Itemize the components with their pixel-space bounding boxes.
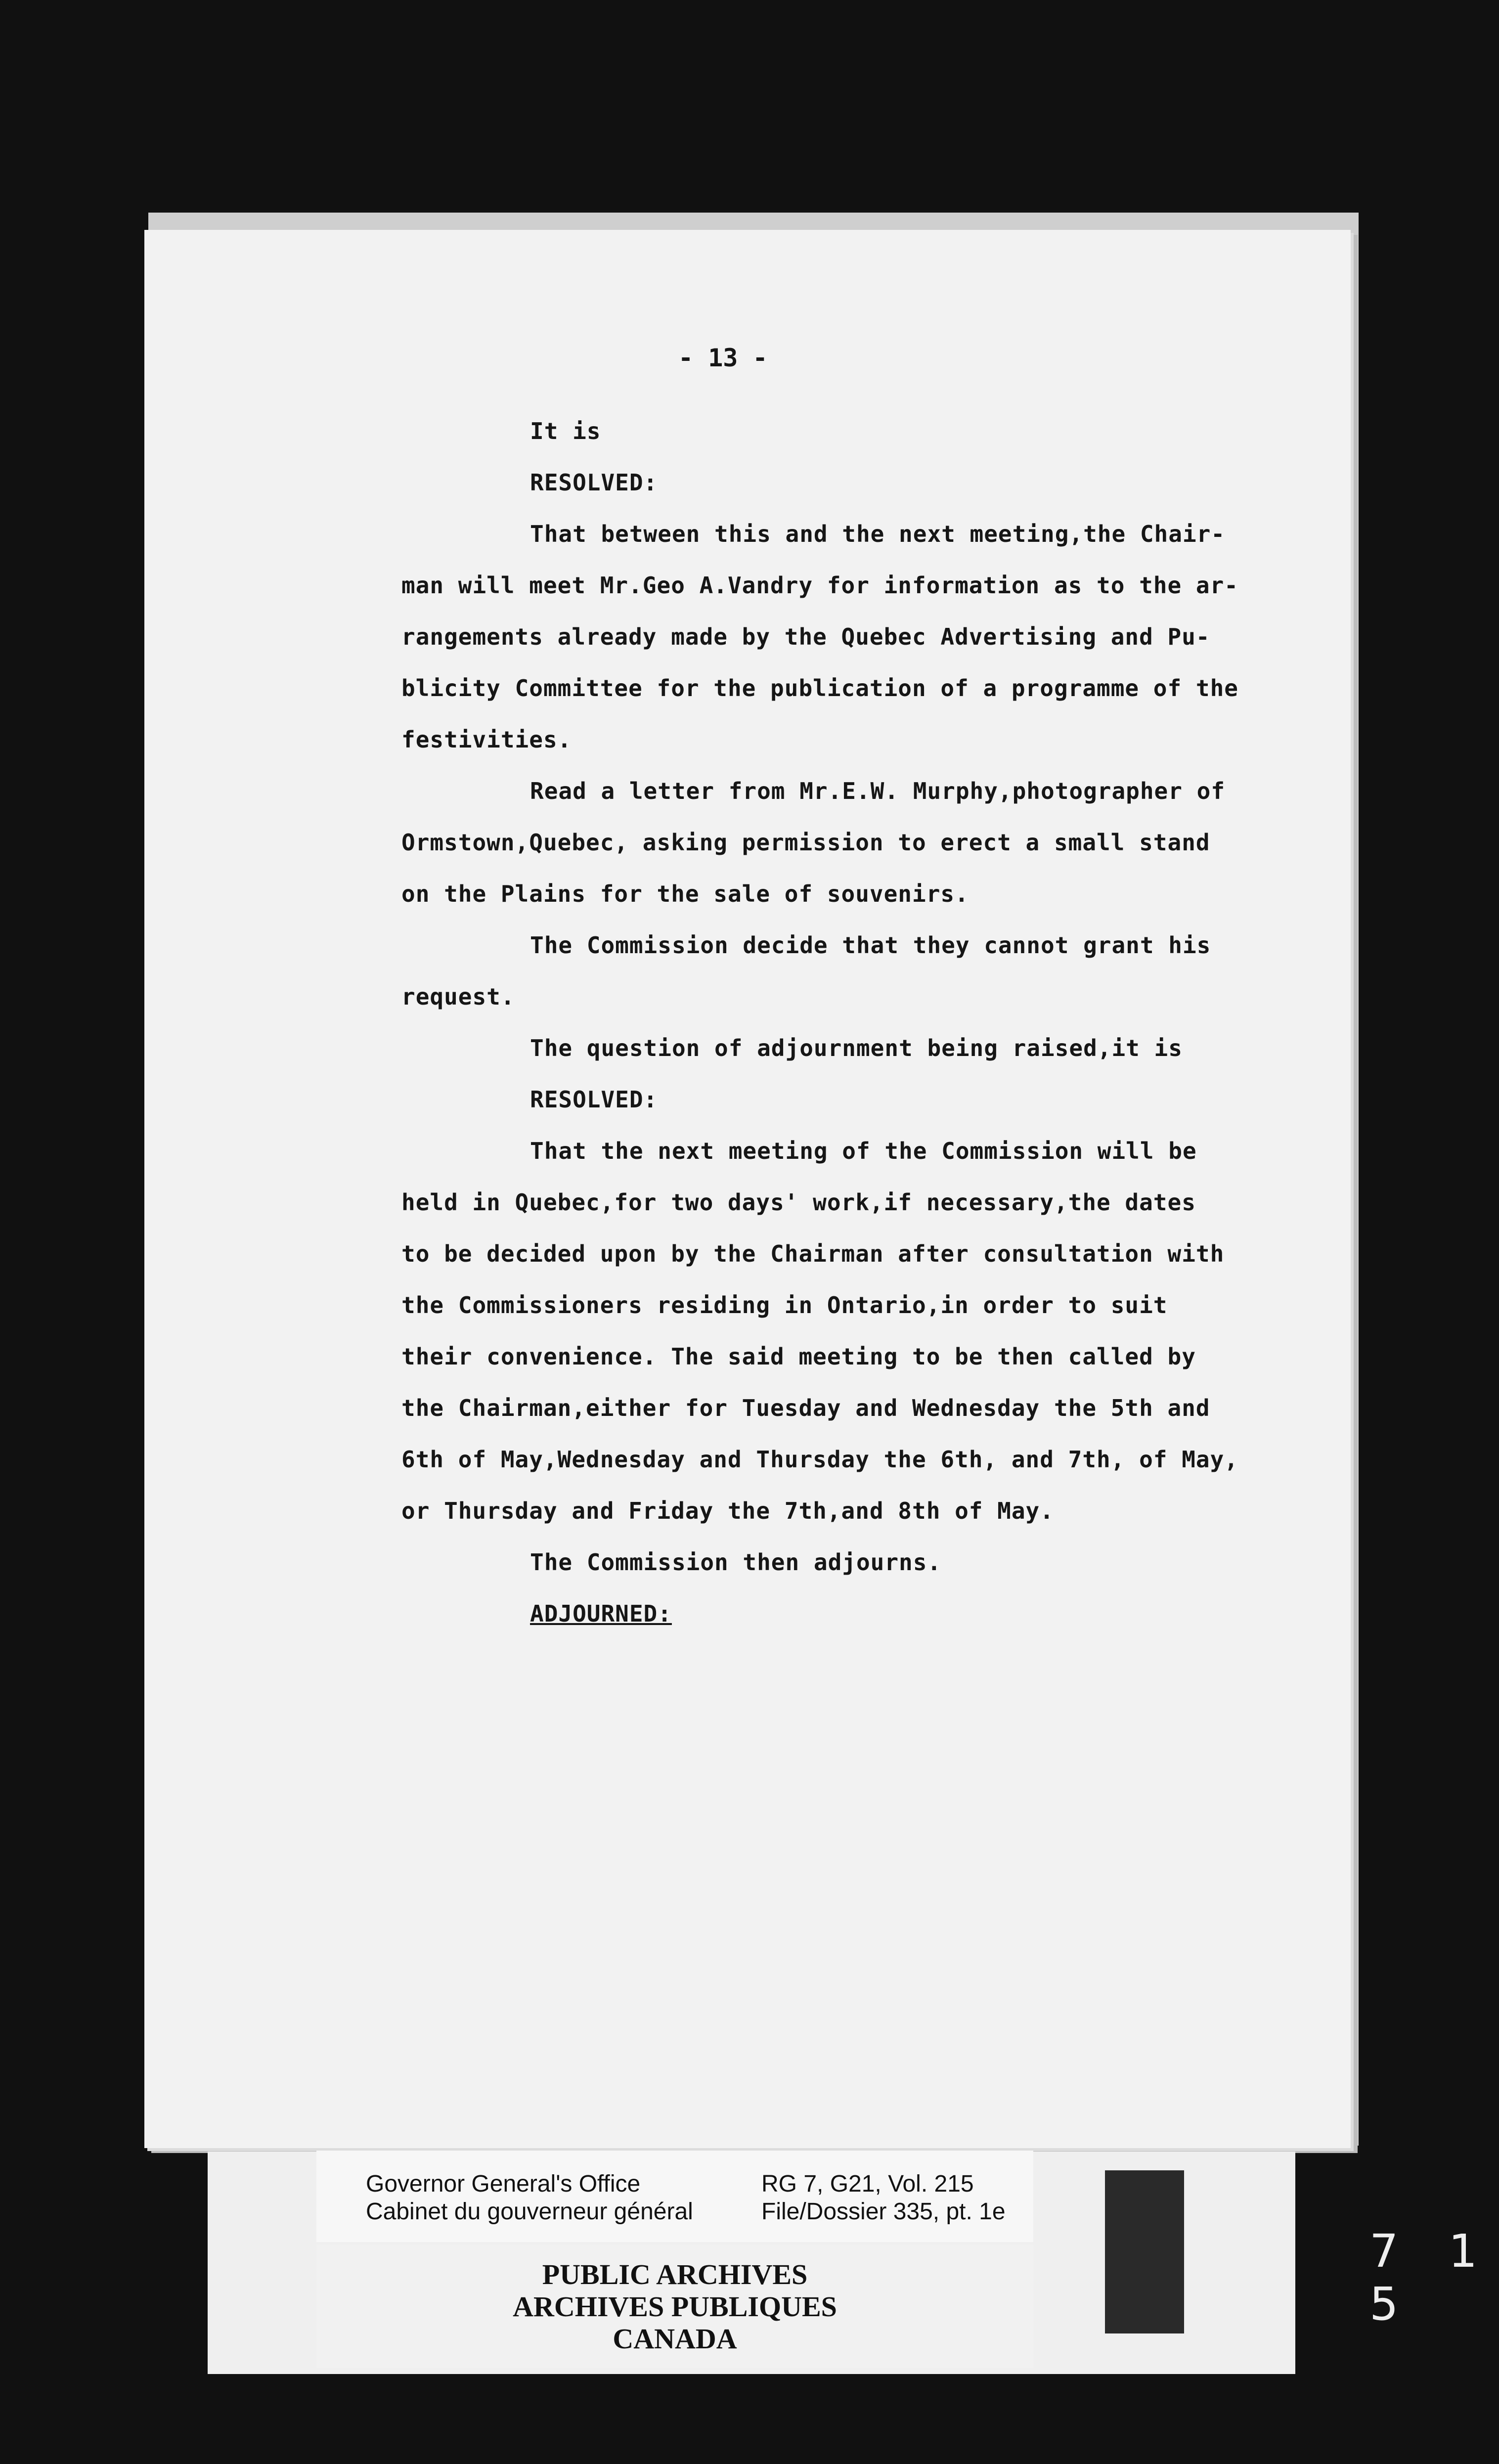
document-page (144, 230, 1351, 2148)
document-line: request. (401, 983, 515, 1010)
frame-number: 7 1 5 (1369, 2225, 1496, 2331)
document-line: ADJOURNED: (530, 1600, 672, 1627)
document-line: The Commission then adjourns. (530, 1549, 942, 1576)
public-archives-stamp (316, 2244, 1033, 2368)
office-name-fr: Cabinet du gouverneur général (366, 2199, 693, 2225)
document-line: It is (530, 418, 601, 444)
office-name-en: Governor General's Office (366, 2171, 641, 2197)
document-line: or Thursday and Friday the 7th,and 8th of May. (401, 1497, 1054, 1524)
archive-label-left (366, 2170, 693, 2226)
document-line: blicity Committee for the publication of a programme of the (401, 675, 1238, 702)
document-line: 6th of May,Wednesday and Thursday the 6th, and 7th, of May, (401, 1446, 1238, 1473)
archive-label-right (761, 2170, 1006, 2226)
document-line: man will meet Mr.Geo A.Vandry for information as to the ar- (401, 572, 1238, 599)
stamp-line-3: CANADA (613, 2323, 737, 2355)
document-line: festivities. (401, 726, 572, 753)
document-line: the Chairman,either for Tuesday and Wednesday the 5th and (401, 1395, 1210, 1421)
document-line: Ormstown,Quebec, asking permission to erect a small stand (401, 829, 1210, 856)
document-line: rangements already made by the Quebec Advertising and Pu- (401, 623, 1210, 650)
file-dossier: File/Dossier 335, pt. 1e (761, 2199, 1006, 2225)
document-line: held in Quebec,for two days' work,if necessary,the dates (401, 1189, 1196, 1216)
archive-label (316, 2151, 1033, 2242)
right-tab-shadow (1105, 2170, 1184, 2333)
document-line: their convenience. The said meeting to be then called by (401, 1343, 1196, 1370)
page-number: - 13 - (678, 344, 768, 372)
document-line: That between this and the next meeting,the Chair- (530, 521, 1226, 547)
document-line: The Commission decide that they cannot grant his (530, 932, 1211, 959)
document-line: to be decided upon by the Chairman after consultation with (401, 1240, 1225, 1267)
document-line: on the Plains for the sale of souvenirs. (401, 880, 969, 907)
stamp-line-1: PUBLIC ARCHIVES (542, 2258, 808, 2290)
record-group: RG 7, G21, Vol. 215 (761, 2171, 974, 2197)
document-line: the Commissioners residing in Ontario,in order to suit (401, 1292, 1168, 1319)
document-line: Read a letter from Mr.E.W. Murphy,photographer of (530, 778, 1226, 804)
document-line: RESOLVED: (530, 1086, 658, 1113)
stamp-line-2: ARCHIVES PUBLIQUES (513, 2290, 837, 2323)
document-line: The question of adjournment being raised,it is (530, 1035, 1183, 1061)
document-line: That the next meeting of the Commission will be (530, 1138, 1197, 1164)
document-line: RESOLVED: (530, 469, 658, 496)
